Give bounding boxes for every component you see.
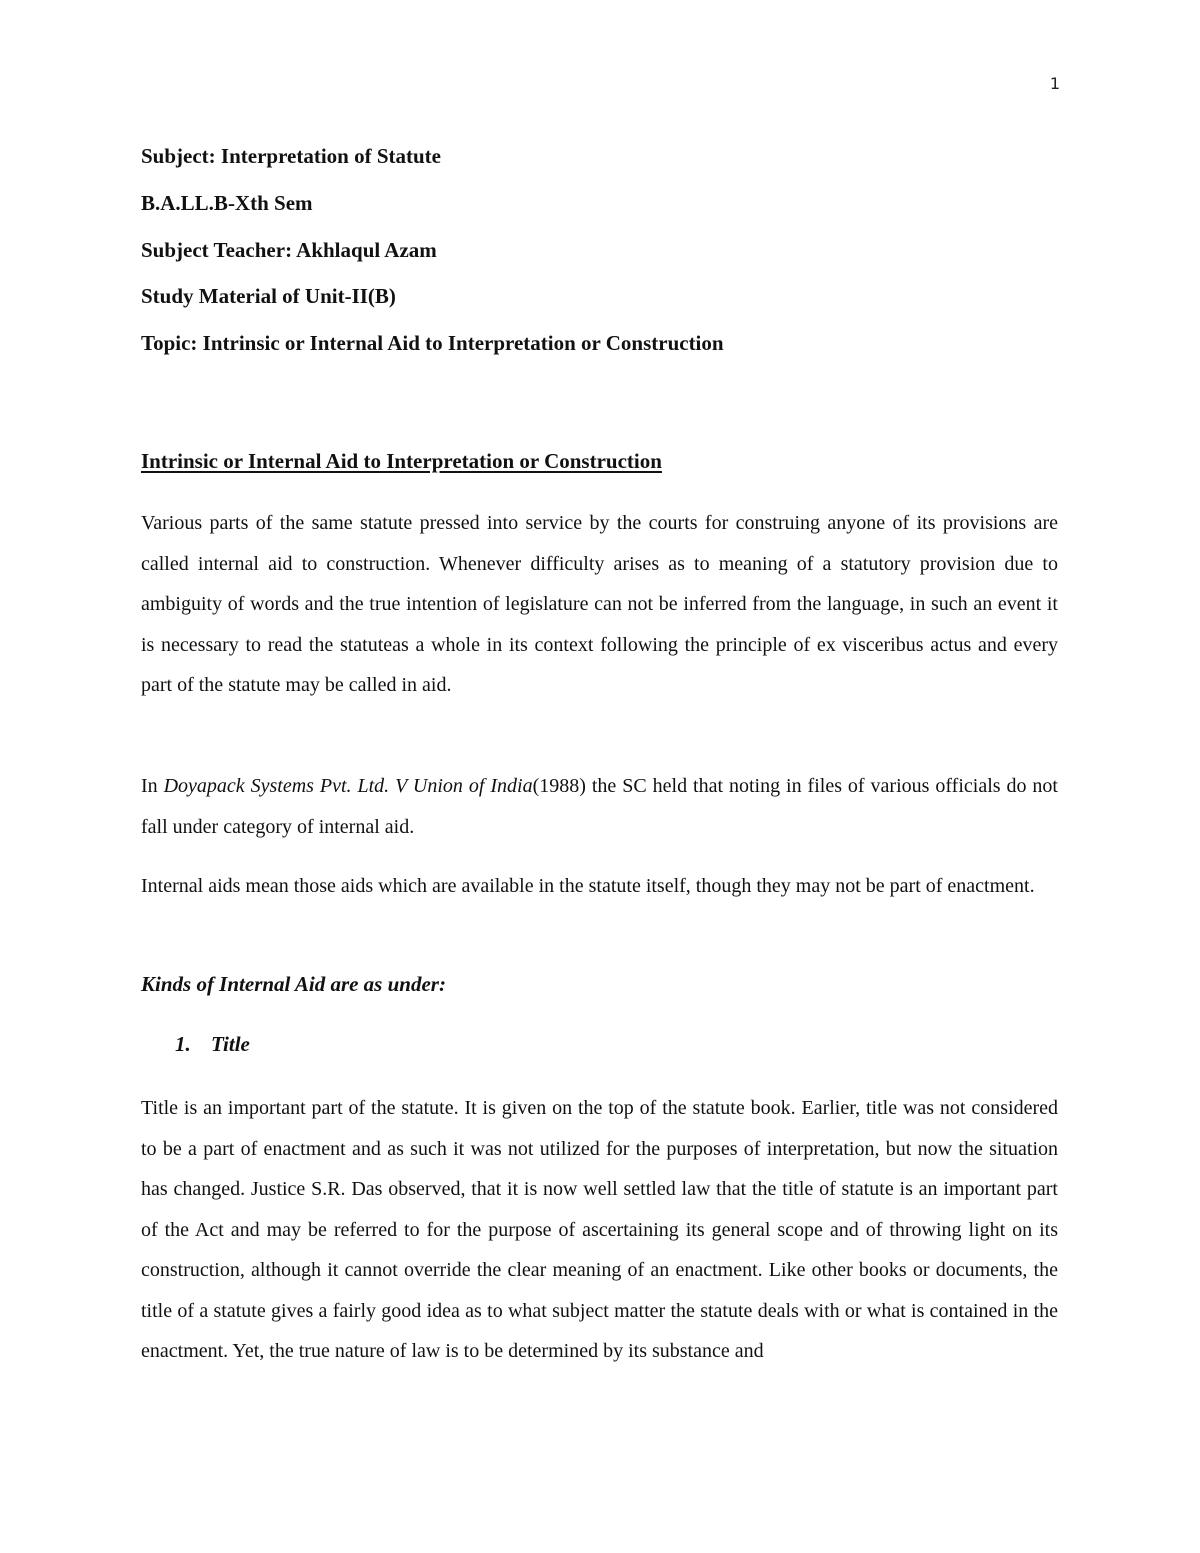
case-suffix: (1988) the SC held that noting in files of various officials do not fall under category of internal aid. (141, 775, 1058, 838)
course-line: B.A.LL.B-Xth Sem (141, 191, 313, 215)
teacher-line: Subject Teacher: Akhlaqul Azam (141, 238, 437, 262)
kinds-heading: Kinds of Internal Aid are as under: (141, 972, 446, 996)
list-item-label: Title (211, 1032, 250, 1056)
topic-line: Topic: Intrinsic or Internal Aid to Interpretation or Construction (141, 331, 724, 355)
paragraph-intro: Various parts of the same statute pressed into service by the courts for construing anyone of its provisions are called internal aid to construction. Whenever difficulty arises as to meaning of a statutory provision due to ambiguity of words and the true intention of legislature can not be inferred from the language, in such an event it is necessary to read the statuteas a whole in its context following the principle of ex visceribus actus and every part of the statute may be called in aid. (141, 512, 1058, 696)
section-heading: Intrinsic or Internal Aid to Interpretation or Construction (141, 449, 662, 473)
paragraph-internal-aids: Internal aids mean those aids which are available in the statute itself, though they may not be part of enactment. (141, 875, 1035, 897)
case-prefix: In (141, 775, 164, 797)
subject-line: Subject: Interpretation of Statute (141, 144, 441, 168)
list-item-number: 1. (175, 1032, 191, 1056)
page-number: 1 (1049, 74, 1060, 93)
list-item-title (175, 1032, 250, 1057)
paragraph-case (141, 766, 1058, 847)
case-name: Doyapack Systems Pvt. Ltd. V Union of India (163, 775, 533, 797)
material-line: Study Material of Unit-II(B) (141, 284, 396, 308)
paragraph-title: Title is an important part of the statute. It is given on the top of the statute book. Earlier, title was not considered to be a part of enactment and as such it was not utilized for the purposes of interpretation, but now the situation has changed. Justice S.R. Das observed, that it is now well settled law that the title of statute is an important part of the Act and may be referred to for the purpose of ascertaining its general scope and of throwing light on its construction, although it cannot override the clear meaning of an enactment. Like other books or documents, the title of a statute gives a fairly good idea as to what subject matter the statute deals with or what is contained in the enactment. Yet, the true nature of law is to be determined by its substance and (141, 1097, 1058, 1362)
